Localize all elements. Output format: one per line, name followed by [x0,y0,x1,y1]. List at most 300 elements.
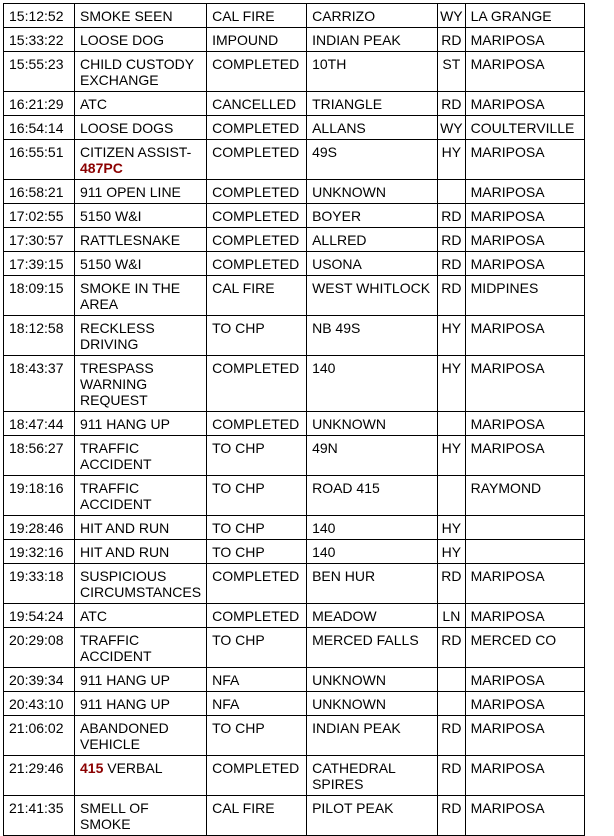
call-time: 20:29:08 [9,632,64,648]
call-type-cell [75,356,207,412]
street-suffix-cell [438,4,466,28]
call-time: 17:39:15 [9,256,64,272]
street-cell [307,476,438,516]
street-cell [307,564,438,604]
city-cell [465,476,584,516]
call-time: 20:43:10 [9,696,64,712]
call-time: 18:43:37 [9,360,64,376]
call-type: LOOSE DOGS [80,120,174,136]
street-suffix-cell [438,516,466,540]
call-time: 16:54:14 [9,120,64,136]
call-type-cell [75,92,207,116]
table-row [4,564,585,604]
disposition-cell [207,516,307,540]
street-name: INDIAN PEAK [312,32,401,48]
street-suffix-cell [438,116,466,140]
disposition-cell [207,228,307,252]
table-row [4,668,585,692]
street-suffix: RD [441,32,462,48]
table-row [4,4,585,28]
city-name: MARIPOSA [470,608,545,624]
call-type-cell [75,228,207,252]
call-time: 15:12:52 [9,8,64,24]
street-name: BOYER [312,208,362,224]
call-type-cell [75,756,207,796]
call-type: LOOSE DOG [80,32,165,48]
street-name: 49S [312,144,337,160]
street-cell [307,716,438,756]
call-time-cell [4,692,75,716]
disposition-cell [207,356,307,412]
city-name: MARIPOSA [470,232,545,248]
city-cell [465,316,584,356]
call-type: TRAFFIC ACCIDENT [80,440,152,472]
call-type: SUSPICIOUS CIRCUMSTANCES [80,568,202,600]
call-type: TRESPASS WARNING REQUEST [80,360,154,408]
street-cell [307,412,438,436]
city-cell [465,436,584,476]
call-time: 19:33:18 [9,568,64,584]
table-row [4,756,585,796]
call-time: 16:55:51 [9,144,64,160]
street-suffix-cell [438,628,466,668]
street-name: TRIANGLE [312,96,383,112]
street-cell [307,436,438,476]
call-time-cell [4,28,75,52]
disposition: COMPLETED [212,760,300,776]
call-time-cell [4,92,75,116]
street-suffix-cell [438,316,466,356]
call-type-cell [75,28,207,52]
city-cell [465,228,584,252]
street-suffix-cell [438,436,466,476]
disposition-cell [207,252,307,276]
street-cell [307,92,438,116]
call-type-cell [75,204,207,228]
street-cell [307,756,438,796]
disposition: IMPOUND [212,32,279,48]
city-name: MARIPOSA [470,416,545,432]
disposition: COMPLETED [212,184,300,200]
call-time-cell [4,796,75,836]
call-time-cell [4,756,75,796]
disposition: CAL FIRE [212,8,275,24]
disposition-cell [207,204,307,228]
street-name: 140 [312,360,336,376]
table-row [4,116,585,140]
table-row [4,628,585,668]
disposition: TO CHP [212,480,265,496]
street-name: 140 [312,520,336,536]
call-type-cell [75,540,207,564]
call-time: 15:55:23 [9,56,64,72]
city-cell [465,564,584,604]
street-suffix: RD [441,280,462,296]
city-cell [465,116,584,140]
city-cell [465,52,584,92]
call-time-cell [4,4,75,28]
call-type: RECKLESS DRIVING [80,320,155,352]
city-cell [465,140,584,180]
disposition: COMPLETED [212,360,300,376]
call-type-cell [75,628,207,668]
city-name: MARIPOSA [470,56,545,72]
disposition: COMPLETED [212,144,300,160]
street-cell [307,4,438,28]
table-row [4,540,585,564]
street-suffix: HY [441,520,462,536]
call-time-cell [4,180,75,204]
city-cell [465,28,584,52]
street-name: 10TH [312,56,347,72]
street-suffix-cell [438,692,466,716]
street-cell [307,228,438,252]
city-cell [465,252,584,276]
street-suffix-cell [438,180,466,204]
call-time: 19:18:16 [9,480,64,496]
call-type: TRAFFIC ACCIDENT [80,632,152,664]
street-suffix-cell [438,716,466,756]
call-type-cell [75,4,207,28]
city-cell [465,92,584,116]
call-type: VERBAL [103,760,163,776]
table-row [4,356,585,412]
call-type-cell [75,564,207,604]
street-suffix-cell [438,756,466,796]
call-type-cell [75,276,207,316]
table-row [4,316,585,356]
call-log-body [4,4,585,836]
disposition-cell [207,540,307,564]
disposition: NFA [212,696,240,712]
street-cell [307,540,438,564]
street-suffix: RD [441,800,462,816]
city-name: MARIPOSA [470,760,545,776]
call-type-cell [75,668,207,692]
street-suffix-cell [438,476,466,516]
call-time-cell [4,516,75,540]
call-time: 17:30:57 [9,232,64,248]
table-row [4,252,585,276]
call-type: 911 OPEN LINE [80,184,181,200]
disposition: CANCELLED [212,96,297,112]
street-suffix: RD [441,96,462,112]
call-type: RATTLESNAKE [80,232,181,248]
table-row [4,604,585,628]
call-type-cell [75,140,207,180]
disposition: TO CHP [212,320,265,336]
disposition-cell [207,276,307,316]
call-type: ATC [80,96,107,112]
disposition: COMPLETED [212,608,300,624]
city-cell [465,604,584,628]
city-cell [465,204,584,228]
street-suffix: RD [441,760,462,776]
street-cell [307,356,438,412]
street-name: UNKNOWN [312,672,386,688]
call-time-cell [4,228,75,252]
call-time-cell [4,52,75,92]
disposition-cell [207,4,307,28]
street-cell [307,276,438,316]
disposition: COMPLETED [212,56,300,72]
disposition-cell [207,316,307,356]
street-cell [307,52,438,92]
street-suffix-cell [438,28,466,52]
table-row [4,180,585,204]
street-name: UNKNOWN [312,696,386,712]
street-name: USONA [312,256,362,272]
call-time-cell [4,668,75,692]
call-time: 18:09:15 [9,280,64,296]
street-suffix: RD [441,208,462,224]
street-suffix-cell [438,140,466,180]
call-time-cell [4,116,75,140]
call-time-cell [4,628,75,668]
city-cell [465,4,584,28]
disposition-cell [207,116,307,140]
call-type: 911 HANG UP [80,672,170,688]
street-suffix: HY [441,360,462,376]
disposition-cell [207,180,307,204]
disposition-cell [207,716,307,756]
call-time: 19:28:46 [9,520,64,536]
street-suffix-cell [438,796,466,836]
street-suffix: RD [441,568,462,584]
call-type: 5150 W&I [80,256,142,272]
street-suffix-cell [438,564,466,604]
call-time: 18:12:58 [9,320,64,336]
table-row [4,52,585,92]
call-type: SMOKE SEEN [80,8,173,24]
city-name: MARIPOSA [470,96,545,112]
disposition: TO CHP [212,544,265,560]
street-cell [307,204,438,228]
city-name: MARIPOSA [470,256,545,272]
street-name: UNKNOWN [312,416,386,432]
call-type-cell [75,796,207,836]
street-cell [307,316,438,356]
street-name: ALLRED [312,232,367,248]
call-time: 21:29:46 [9,760,64,776]
city-name: MIDPINES [470,280,539,296]
street-name: CATHEDRAL SPIRES [312,760,396,792]
table-row [4,412,585,436]
street-suffix-cell [438,228,466,252]
street-cell [307,628,438,668]
city-cell [465,796,584,836]
call-type: HIT AND RUN [80,544,170,560]
table-row [4,28,585,52]
street-suffix: HY [441,440,462,456]
table-row [4,796,585,836]
disposition: COMPLETED [212,568,300,584]
disposition-cell [207,692,307,716]
call-type: ABANDONED VEHICLE [80,720,169,752]
street-suffix: HY [441,544,462,560]
street-suffix: RD [441,632,462,648]
call-time: 16:21:29 [9,96,64,112]
street-suffix: RD [441,720,462,736]
call-type: SMOKE IN THE AREA [80,280,181,312]
disposition: CAL FIRE [212,280,275,296]
city-name: MARIPOSA [470,208,545,224]
call-log-table [3,3,585,836]
disposition-cell [207,52,307,92]
street-cell [307,796,438,836]
city-cell [465,628,584,668]
street-name: CARRIZO [312,8,376,24]
city-name: MARIPOSA [470,568,545,584]
call-time-cell [4,252,75,276]
call-type-cell [75,516,207,540]
table-row [4,476,585,516]
street-cell [307,668,438,692]
city-name: MARIPOSA [470,672,545,688]
call-type-cell [75,604,207,628]
disposition-cell [207,92,307,116]
call-time-cell [4,276,75,316]
table-row [4,228,585,252]
call-time-cell [4,604,75,628]
call-time-cell [4,412,75,436]
city-cell [465,276,584,316]
call-time-cell [4,716,75,756]
street-name: 49N [312,440,338,456]
street-name: UNKNOWN [312,184,386,200]
penal-code: 487PC [80,160,123,176]
call-time: 19:54:24 [9,608,64,624]
disposition-cell [207,140,307,180]
street-suffix-cell [438,668,466,692]
street-suffix: WY [440,120,463,136]
street-suffix: LN [442,608,461,624]
call-time: 18:47:44 [9,416,64,432]
disposition: TO CHP [212,632,265,648]
disposition-cell [207,564,307,604]
disposition: TO CHP [212,440,265,456]
call-type-cell [75,692,207,716]
city-cell [465,516,584,540]
disposition-cell [207,436,307,476]
street-suffix: HY [441,320,462,336]
call-time: 15:33:22 [9,32,64,48]
call-type-cell [75,412,207,436]
street-suffix-cell [438,52,466,92]
call-type: 911 HANG UP [80,696,170,712]
table-row [4,140,585,180]
street-suffix: WY [440,8,463,24]
call-time: 16:58:21 [9,184,64,200]
disposition: COMPLETED [212,256,300,272]
city-name: MARIPOSA [470,720,545,736]
call-type: 5150 W&I [80,208,142,224]
street-suffix-cell [438,412,466,436]
call-type-cell [75,716,207,756]
street-name: MERCED FALLS [312,632,419,648]
call-type-cell [75,316,207,356]
city-name: MERCED CO [470,632,557,648]
call-time: 17:02:55 [9,208,64,224]
street-cell [307,28,438,52]
call-type: CHILD CUSTODY EXCHANGE [80,56,194,88]
call-type-cell [75,476,207,516]
call-type-cell [75,180,207,204]
street-name: MEADOW [312,608,377,624]
table-row [4,516,585,540]
street-suffix-cell [438,92,466,116]
street-name: ALLANS [312,120,366,136]
city-cell [465,692,584,716]
street-name: PILOT PEAK [312,800,394,816]
street-cell [307,180,438,204]
street-name: ROAD 415 [312,480,380,496]
call-time-cell [4,140,75,180]
disposition-cell [207,756,307,796]
city-cell [465,412,584,436]
table-row [4,276,585,316]
city-cell [465,668,584,692]
call-time: 18:56:27 [9,440,64,456]
city-name: COULTERVILLE [470,120,575,136]
disposition: TO CHP [212,720,265,736]
street-cell [307,140,438,180]
call-time-cell [4,476,75,516]
disposition-cell [207,28,307,52]
street-suffix-cell [438,540,466,564]
call-type-cell [75,116,207,140]
call-type: SMELL OF SMOKE [80,800,149,832]
city-name: MARIPOSA [470,184,545,200]
street-cell [307,252,438,276]
street-suffix-cell [438,356,466,412]
disposition: COMPLETED [212,416,300,432]
disposition-cell [207,628,307,668]
street-name: INDIAN PEAK [312,720,401,736]
call-type: TRAFFIC ACCIDENT [80,480,152,512]
disposition-cell [207,412,307,436]
disposition: NFA [212,672,240,688]
call-time: 19:32:16 [9,544,64,560]
city-name: MARIPOSA [470,696,545,712]
call-time: 21:41:35 [9,800,64,816]
disposition-cell [207,604,307,628]
street-suffix-cell [438,204,466,228]
disposition: COMPLETED [212,120,300,136]
street-cell [307,516,438,540]
street-suffix: HY [441,144,462,160]
call-type: CITIZEN ASSIST- [80,144,192,160]
table-row [4,436,585,476]
disposition: COMPLETED [212,208,300,224]
city-name: MARIPOSA [470,440,545,456]
call-type: HIT AND RUN [80,520,170,536]
street-cell [307,692,438,716]
street-name: WEST WHITLOCK [312,280,431,296]
street-name: NB 49S [312,320,361,336]
city-name: MARIPOSA [470,32,545,48]
table-row [4,692,585,716]
city-name: MARIPOSA [470,800,545,816]
disposition: COMPLETED [212,232,300,248]
disposition: CAL FIRE [212,800,275,816]
penal-code: 415 [80,760,104,776]
call-time-cell [4,436,75,476]
city-name: LA GRANGE [470,8,552,24]
city-name: MARIPOSA [470,144,545,160]
call-time: 21:06:02 [9,720,64,736]
city-cell [465,180,584,204]
